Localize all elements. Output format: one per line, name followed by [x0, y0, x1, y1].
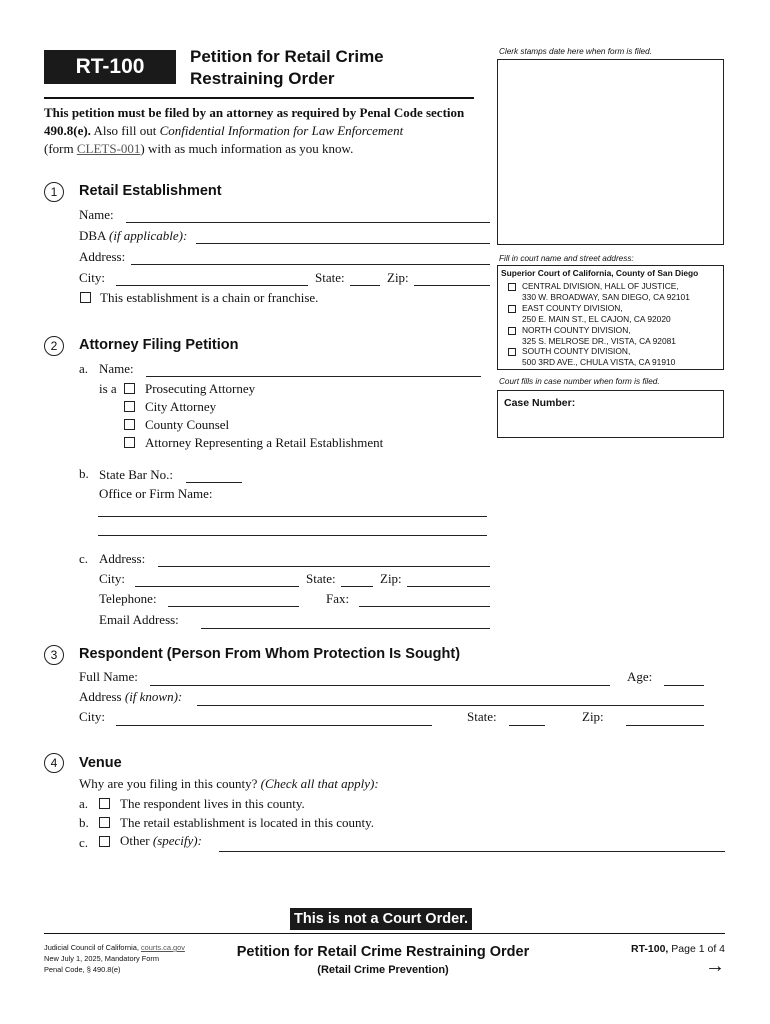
label-zip: Zip:	[582, 709, 604, 724]
attorney-zip-field[interactable]	[407, 586, 490, 587]
telephone-field[interactable]	[168, 606, 299, 607]
case-number-label: Case Number:	[504, 397, 576, 409]
section-number: 4	[44, 753, 64, 773]
label-state: State:	[315, 270, 345, 285]
header-rule	[44, 97, 474, 99]
label-office: Office or Firm Name:	[99, 486, 213, 501]
not-court-order-notice: This is not a Court Order.	[290, 908, 472, 930]
option-label: Other (specify):	[120, 833, 202, 848]
dba-field[interactable]	[196, 243, 490, 244]
section-title: Attorney Filing Petition	[79, 337, 239, 353]
zip-field[interactable]	[414, 285, 490, 286]
label-dba: DBA (if applicable):	[79, 228, 188, 243]
respondent-state-field[interactable]	[509, 725, 545, 726]
court-division-checkbox[interactable]	[508, 348, 516, 356]
label-address: Address:	[79, 249, 126, 264]
form-title-line2: Restraining Order	[190, 69, 335, 88]
label-full-name: Full Name:	[79, 669, 138, 684]
court-division-line1: SOUTH COUNTY DIVISION,	[522, 346, 631, 356]
label-email: Email Address:	[99, 612, 179, 627]
page-indicator: RT-100, Page 1 of 4	[631, 943, 725, 955]
respondent-address-field[interactable]	[197, 705, 704, 706]
section-number: 2	[44, 336, 64, 356]
court-division-checkbox[interactable]	[508, 283, 516, 291]
option-label: Attorney Representing a Retail Establishment	[145, 435, 384, 450]
respondent-city-field[interactable]	[116, 725, 432, 726]
email-field[interactable]	[201, 628, 490, 629]
option-label: The retail establishment is located in this county.	[120, 815, 375, 830]
fax-field[interactable]	[359, 606, 490, 607]
attorney-name-field[interactable]	[146, 376, 481, 377]
option-label: The respondent lives in this county.	[120, 796, 305, 811]
venue-question: Why are you filing in this county? (Check all that apply):	[79, 776, 379, 791]
label-name: Name:	[99, 361, 134, 376]
intro-italic: Confidential Information for Law Enforcement	[159, 123, 404, 138]
label-city: City:	[79, 709, 106, 724]
court-division-line1: EAST COUNTY DIVISION,	[522, 303, 623, 313]
respondent-zip-field[interactable]	[626, 725, 704, 726]
respondent-age-field[interactable]	[664, 685, 704, 686]
state-field[interactable]	[350, 285, 380, 286]
item-b: b.	[79, 815, 89, 830]
respondent-name-field[interactable]	[150, 685, 610, 686]
label-city: City:	[99, 571, 126, 586]
case-fill-label: Court fills in case number when form is filed.	[499, 377, 660, 386]
courts-link[interactable]: courts.ca.gov	[140, 943, 185, 952]
label-is-a: is a	[99, 381, 117, 396]
label-state: State:	[467, 709, 497, 724]
prosecuting-attorney-checkbox[interactable]	[124, 383, 135, 394]
section-title: Venue	[79, 755, 122, 771]
option-label: Prosecuting Attorney	[145, 381, 256, 396]
label-telephone: Telephone:	[99, 591, 157, 606]
intro-text3: ) with as much information as you know.	[140, 141, 354, 156]
label-state-bar: State Bar No.:	[99, 467, 174, 482]
other-checkbox[interactable]	[99, 836, 110, 847]
footer-title: Petition for Retail Crime Restraining Order	[236, 944, 530, 960]
clets-link[interactable]: CLETS-001	[76, 141, 141, 156]
chain-franchise-checkbox[interactable]	[80, 292, 91, 303]
item-c: c.	[79, 835, 89, 850]
chain-franchise-label: This establishment is a chain or franchise.	[100, 290, 319, 305]
court-division-checkbox[interactable]	[508, 305, 516, 313]
court-division-line2: 500 3RD AVE., CHULA VISTA, CA 91910	[522, 357, 676, 367]
option-label: City Attorney	[145, 399, 217, 414]
section-number: 1	[44, 182, 64, 202]
court-fill-label: Fill in court name and street address:	[499, 254, 634, 263]
form-code-badge: RT-100	[44, 50, 176, 84]
court-division-line2: 325 S. MELROSE DR., VISTA, CA 92081	[522, 336, 676, 346]
next-page-arrow-icon[interactable]: →	[705, 955, 725, 977]
footer-subtitle: (Retail Crime Prevention)	[317, 964, 449, 976]
intro-text2: (form	[44, 141, 77, 156]
court-division-line1: CENTRAL DIVISION, HALL OF JUSTICE,	[522, 281, 679, 291]
respondent-lives-checkbox[interactable]	[99, 798, 110, 809]
attorney-address-field[interactable]	[158, 566, 490, 567]
intro-paragraph	[44, 104, 484, 158]
intro-bold: This petition must be filed by an attorney as required by Penal Code section 490.8(e).	[44, 105, 465, 138]
footer-left-line3: Penal Code, § 490.8(e)	[44, 965, 121, 974]
attorney-state-field[interactable]	[341, 586, 373, 587]
label-fax: Fax:	[326, 591, 350, 606]
footer-rule	[44, 933, 725, 934]
section-title: Respondent (Person From Whom Protection Is Sought)	[79, 646, 461, 662]
retail-attorney-checkbox[interactable]	[124, 437, 135, 448]
court-division-line1: NORTH COUNTY DIVISION,	[522, 325, 631, 335]
other-specify-field[interactable]	[219, 851, 725, 852]
establishment-located-checkbox[interactable]	[99, 817, 110, 828]
section-number: 3	[44, 645, 64, 665]
label-address: Address:	[99, 551, 146, 566]
label-city: City:	[79, 270, 106, 285]
label-zip: Zip:	[380, 571, 402, 586]
county-counsel-checkbox[interactable]	[124, 419, 135, 430]
label-age: Age:	[627, 669, 653, 684]
court-name: Superior Court of California, County of San Diego	[501, 268, 699, 278]
state-bar-field[interactable]	[186, 482, 242, 483]
city-attorney-checkbox[interactable]	[124, 401, 135, 412]
form-title-line1: Petition for Retail Crime	[190, 47, 384, 66]
label-address: Address (if known):	[79, 689, 183, 704]
attorney-city-field[interactable]	[135, 586, 299, 587]
item-c: c.	[79, 551, 89, 566]
item-a: a.	[79, 361, 89, 376]
name-field[interactable]	[126, 222, 490, 223]
clerk-stamp-box[interactable]	[497, 59, 724, 245]
section-title: Retail Establishment	[79, 183, 222, 199]
court-division-line2: 330 W. BROADWAY, SAN DIEGO, CA 92101	[522, 292, 690, 302]
label-name: Name:	[79, 207, 114, 222]
item-b: b.	[79, 466, 89, 481]
intro-text1: Also fill out	[90, 123, 160, 138]
office-field-line2[interactable]	[98, 535, 487, 536]
label-state: State:	[306, 571, 336, 586]
option-label: County Counsel	[145, 417, 230, 432]
item-a: a.	[79, 796, 89, 811]
court-division-checkbox[interactable]	[508, 327, 516, 335]
office-field-line1[interactable]	[98, 516, 487, 517]
address-field[interactable]	[131, 264, 490, 265]
court-division-line2: 250 E. MAIN ST., EL CAJON, CA 92020	[522, 314, 671, 324]
city-field[interactable]	[116, 285, 308, 286]
clerk-stamp-label: Clerk stamps date here when form is filed.	[499, 47, 652, 56]
footer-left-line1: Judicial Council of California, courts.ca.gov	[44, 943, 185, 952]
footer-left-line2: New July 1, 2025, Mandatory Form	[44, 954, 160, 963]
label-zip: Zip:	[387, 270, 409, 285]
